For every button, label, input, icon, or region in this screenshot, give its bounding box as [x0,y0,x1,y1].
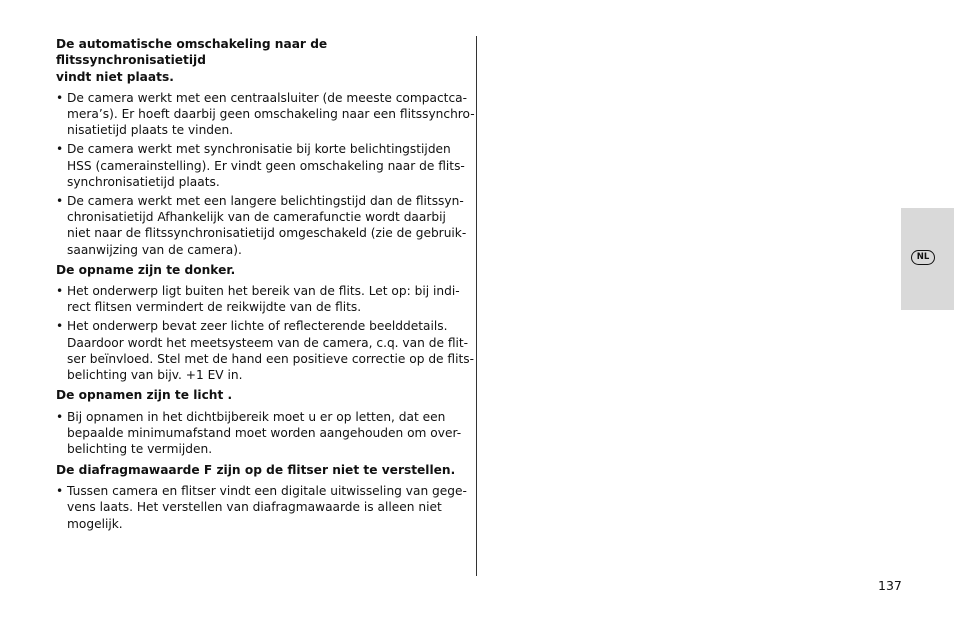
text-line: Het onderwerp bevat zeer lichte of reflecterende beelddetails. [67,319,448,334]
column-divider [476,36,477,576]
text-line: vens laats. Het verstellen van diafragmawaarde is alleen niet [67,500,442,515]
text-line: rect flitsen vermindert de reikwijdte van de flits. [67,300,362,315]
text-line: bepaalde minimumafstand moet worden aangehouden om over- [67,426,462,441]
text-line: HSS (camerainstelling). Er vindt geen omschakeling naar de flits- [67,158,465,173]
text-line: belichting van bijv. +1 EV in. [67,368,243,383]
text-line: Het onderwerp ligt buiten het bereik van de flits. Let op: bij indi- [67,284,460,299]
text-line: nisatietijd plaats te vinden. [67,123,234,138]
bullet-icon: • [56,409,64,424]
text-line: Tussen camera en flitser vindt een digitale uitwisseling van gege- [67,483,467,498]
text-line: De camera werkt met synchronisatie bij korte belichtingstijden [67,142,451,157]
bullet-list [56,483,468,532]
heading-line: vindt niet plaats. [56,69,174,84]
text-line: mera’s). Er hoeft daarbij geen omschakeling naar een flitssynchro- [67,107,475,122]
text-line: chronisatietijd Afhankelijk van de camerafunctie wordt daarbij [67,209,446,224]
list-item [56,193,468,258]
text-line: Daardoor wordt het meetsysteem van de camera, c.q. van de flit- [67,335,469,350]
list-item [56,90,475,139]
bullet-icon: • [56,90,64,105]
list-item [56,283,468,316]
heading-line: De automatische omschakeling naar de flitssynchronisatietijd [56,37,328,68]
section-aperture [56,462,468,532]
bullet-icon: • [56,319,64,334]
language-badge: NL [911,250,935,265]
text-line: niet naar de flitssynchronisatietijd omgeschakeld (zie de gebruik- [67,226,467,241]
bullet-list [56,283,475,383]
text-line: belichting te vermijden. [67,442,213,457]
section-heading [56,387,468,403]
list-item [56,409,468,458]
bullet-icon: • [56,142,64,157]
bullet-icon: • [56,193,64,208]
text-column [56,36,475,536]
section-heading [56,462,468,478]
bullet-icon: • [56,284,64,299]
text-line: De camera werkt met een langere belichtingstijd dan de flitssyn- [67,193,464,208]
section-flash-sync [56,36,475,258]
bullet-list [56,90,475,258]
language-tab [901,208,954,310]
list-item [56,141,468,190]
text-line: ser beïnvloed. Stel met de hand een positieve correctie op de flits- [67,351,475,366]
text-line: Bij opnamen in het dichtbijbereik moet u er op letten, dat een [67,409,446,424]
list-item [56,318,475,383]
text-line: synchronisatietijd plaats. [67,174,220,189]
text-line: De camera werkt met een centraalsluiter (de meeste compactca- [67,90,468,105]
bullet-icon: • [56,483,64,498]
list-item [56,483,468,532]
heading-line: De diafragmawaarde F zijn op de flitser niet te verstellen. [56,462,456,477]
text-line: mogelijk. [67,516,123,531]
heading-line: De opname zijn te donker. [56,262,236,277]
bullet-list [56,409,468,458]
text-line: saanwijzing van de camera). [67,242,242,257]
section-heading [56,262,468,278]
section-too-dark [56,262,475,384]
heading-line: De opnamen zijn te licht . [56,388,233,403]
page-number: 137 [878,578,902,593]
section-heading [56,36,468,85]
section-too-light [56,387,468,457]
